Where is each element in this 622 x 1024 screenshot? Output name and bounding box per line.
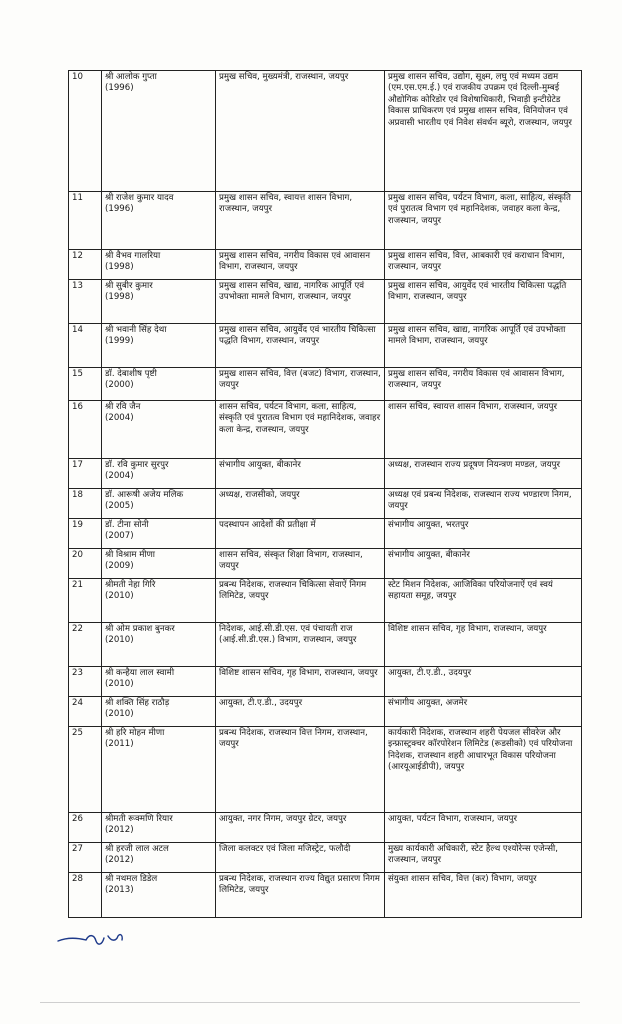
serial-number: 26 [69,813,102,843]
officer-cell [102,250,216,280]
new-posting: आयुक्त, पर्यटन विभाग, राजस्थान, जयपुर [385,813,582,843]
officer-name: श्री ओम प्रकाश बुनकर [105,624,175,634]
officer-batch: (2010) [105,635,134,646]
current-posting: शासन सचिव, पर्यटन विभाग, कला, साहित्य, संस्कृति एवं पुरातत्व विभाग एवं महानिदेशक, जवाहर कला केन्द्र, राजस्थान, जयपुर [216,401,385,459]
table-row [69,813,582,843]
officer-name: श्री कन्हैया लाल स्वामी [105,668,175,678]
new-posting: संयुक्त शासन सचिव, वित्त (कर) विभाग, जयपुर [385,873,582,918]
current-posting: शासन सचिव, संस्कृत शिक्षा विभाग, राजस्थान, जयपुर [216,549,385,579]
new-posting: विशिष्ट शासन सचिव, गृह विभाग, राजस्थान, जयपुर [385,623,582,667]
officer-cell [102,519,216,549]
serial-number: 22 [69,623,102,667]
serial-number: 24 [69,697,102,727]
officer-batch: (2011) [105,739,134,750]
officer-cell [102,727,216,813]
serial-number: 12 [69,250,102,280]
new-posting: संभागीय आयुक्त, भरतपुर [385,519,582,549]
officer-name: श्री रवि जैन [105,402,141,412]
officer-name: श्री नथमल डिडेल [105,874,158,884]
current-posting: प्रमुख शासन सचिव, नगरीय विकास एवं आवासन विभाग, राजस्थान, जयपुर [216,250,385,280]
current-posting: आयुक्त, नगर निगम, जयपुर ग्रेटर, जयपुर [216,813,385,843]
serial-number: 14 [69,324,102,368]
table-row [69,71,582,192]
new-posting: संभागीय आयुक्त, बीकानेर [385,549,582,579]
officer-cell [102,813,216,843]
current-posting: अध्यक्ष, राजसीको, जयपुर [216,489,385,519]
table-row [69,489,582,519]
serial-number: 25 [69,727,102,813]
officer-name: श्री भवानी सिंह देथा [105,325,167,335]
current-posting: प्रबन्ध निदेशक, राजस्थान वित्त निगम, राजस्थान, जयपुर [216,727,385,813]
new-posting: स्टेट मिशन निदेशक, आजिविका परियोजनाऐं एवं स्वयं सहायता समूह, जयपुर [385,579,582,623]
serial-number: 11 [69,192,102,250]
table-row [69,401,582,459]
serial-number: 19 [69,519,102,549]
serial-number: 13 [69,280,102,324]
officer-name: श्री वैभव गालरिया [105,251,161,261]
new-posting: अध्यक्ष, राजस्थान राज्य प्रदूषण नियन्त्रण मण्डल, जयपुर [385,459,582,489]
officer-batch: (2010) [105,591,134,602]
serial-number: 27 [69,843,102,873]
officer-cell [102,623,216,667]
new-posting: प्रमुख शासन सचिव, नगरीय विकास एवं आवासन विभाग, राजस्थान, जयपुर [385,368,582,401]
table-row [69,579,582,623]
officer-cell [102,873,216,918]
officer-cell [102,280,216,324]
officer-name: डॉ. देबाशीष पृष्टी [105,369,157,379]
serial-number: 10 [69,71,102,192]
officer-name: डॉ. टीना सोनी [105,520,149,530]
officer-batch: (2005) [105,501,134,512]
officer-name: श्री आलोक गुप्ता [105,72,157,82]
current-posting: संभागीय आयुक्त, बीकानेर [216,459,385,489]
officer-cell [102,549,216,579]
table-row [69,623,582,667]
new-posting: संभागीय आयुक्त, अजमेर [385,697,582,727]
current-posting: प्रबन्ध निदेशक, राजस्थान चिकित्सा सेवाऐं निगम लिमिटेड, जयपुर [216,579,385,623]
officer-cell [102,579,216,623]
new-posting: प्रमुख शासन सचिव, पर्यटन विभाग, कला, साहित्य, संस्कृति एवं पुरातत्व विभाग एवं महानिदेशक, जवाहर कला केन्द्र, राजस्थान, जयपुर [385,192,582,250]
current-posting: प्रमुख शासन सचिव, आयुर्वेद एवं भारतीय चिकित्सा पद्धति विभाग, राजस्थान, जयपुर [216,324,385,368]
new-posting: मुख्य कार्यकारी अधिकारी, स्टेट हैल्थ एश्योरेन्स एजेन्सी, राजस्थान, जयपुर [385,843,582,873]
officer-batch: (2010) [105,709,134,720]
officer-cell [102,697,216,727]
table-row [69,667,582,697]
serial-number: 20 [69,549,102,579]
officer-name: श्रीमती रूक्मणि रियार [105,814,173,824]
officer-batch: (2012) [105,825,134,836]
new-posting: प्रमुख शासन सचिव, आयुर्वेद एवं भारतीय चिकित्सा पद्धति विभाग, राजस्थान, जयपुर [385,280,582,324]
table-row [69,697,582,727]
table-row [69,843,582,873]
officer-name: डॉ. रवि कुमार सुरपुर [105,460,169,470]
officer-name: श्री शक्ति सिंह राठौड़ [105,698,170,708]
current-posting: प्रबन्ध निदेशक, राजस्थान राज्य विद्युत प्रसारण निगम लिमिटेड, जयपुर [216,873,385,918]
officer-name: श्री विश्राम मीणा [105,550,156,560]
officer-batch: (2010) [105,679,134,690]
new-posting: शासन सचिव, स्वायत्त शासन विभाग, राजस्थान, जयपुर [385,401,582,459]
serial-number: 28 [69,873,102,918]
officer-batch: (2004) [105,471,134,482]
officer-name: डॉ. आरूषी अजेय मलिक [105,490,184,500]
current-posting: प्रमुख शासन सचिव, खाद्य, नागरिक आपूर्ति एवं उपभोक्ता मामले विभाग, राजस्थान, जयपुर [216,280,385,324]
table-row [69,727,582,813]
table-row [69,250,582,280]
officer-name: श्री हरजी लाल अटल [105,844,169,854]
officer-cell [102,401,216,459]
signature-mark [56,924,136,954]
table-row [69,873,582,918]
officer-batch: (2000) [105,380,134,391]
new-posting: प्रमुख शासन सचिव, उद्योग, सूक्ष्म, लघु एवं मध्यम उद्यम (एम.एस.एम.ई.) एवं राजकीय उपक्रम एवं दिल्ली-मुम्बई औद्योगिक कोरिडोर एवं विशेषाधिकारी, भिवाड़ी इन्टीग्रेटेड विकास प्राधिकरण एवं प्रमुख शासन सचिव, विनियोजन एवं अप्रवासी भारतीय एवं निवेश संवर्धन ब्यूरो, राजस्थान, जयपुर [385,71,582,192]
officer-name: श्री राजेश कुमार यादव [105,193,174,203]
officer-batch: (2007) [105,531,134,542]
officer-batch: (2004) [105,413,134,424]
new-posting: अध्यक्ष एवं प्रबन्ध निदेशक, राजस्थान राज्य भण्डारण निगम, जयपुर [385,489,582,519]
bottom-rule [40,1002,580,1003]
officer-batch: (2012) [105,855,134,866]
officer-batch: (1998) [105,292,134,303]
officer-batch: (2013) [105,885,134,896]
officer-cell [102,324,216,368]
officer-cell [102,489,216,519]
officer-cell [102,71,216,192]
officer-name: श्री हरि मोहन मीणा [105,728,165,738]
officer-batch: (1999) [105,336,134,347]
table-row [69,549,582,579]
current-posting: पदस्थापन आदेशों की प्रतीक्षा में [216,519,385,549]
current-posting: विशिष्ट शासन सचिव, गृह विभाग, राजस्थान, जयपुर [216,667,385,697]
officer-batch: (1996) [105,83,134,94]
serial-number: 16 [69,401,102,459]
serial-number: 23 [69,667,102,697]
new-posting: कार्यकारी निदेशक, राजस्थान शहरी पेयजल सीवरेज और इन्फ्रास्ट्रक्चर कॉरपोरेशन लिमिटेड (रूडसीको) एवं परियोजना निदेशक, राजस्थान शहरी आधारभूत विकास परियोजना (आरयूआईडीपी), जयपुर [385,727,582,813]
table-row [69,280,582,324]
new-posting: प्रमुख शासन सचिव, वित्त, आबकारी एवं कराधान विभाग, राजस्थान, जयपुर [385,250,582,280]
serial-number: 21 [69,579,102,623]
table-row [69,368,582,401]
officer-batch: (1998) [105,262,134,273]
officer-cell [102,459,216,489]
table-row [69,459,582,489]
current-posting: निदेशक, आई.सी.डी.एस. एवं पंचायती राज (आई.सी.डी.एस.) विभाग, राजस्थान, जयपुर [216,623,385,667]
officer-name: श्री सुबीर कुमार [105,281,153,291]
current-posting: प्रमुख सचिव, मुख्यमंत्री, राजस्थान, जयपुर [216,71,385,192]
table-row [69,324,582,368]
new-posting: आयुक्त, टी.ए.डी., उदयपुर [385,667,582,697]
officer-batch: (2009) [105,561,134,572]
current-posting: जिला कलक्टर एवं जिला मजिस्ट्रेट, फलौदी [216,843,385,873]
current-posting: आयुक्त, टी.ए.डी., उदयपुर [216,697,385,727]
serial-number: 18 [69,489,102,519]
officer-cell [102,368,216,401]
officer-cell [102,192,216,250]
officer-batch: (1996) [105,204,134,215]
table-row [69,519,582,549]
officer-cell [102,843,216,873]
new-posting: प्रमुख शासन सचिव, खाद्य, नागरिक आपूर्ति एवं उपभोक्ता मामले विभाग, राजस्थान, जयपुर [385,324,582,368]
serial-number: 15 [69,368,102,401]
current-posting: प्रमुख शासन सचिव, वित्त (बजट) विभाग, राजस्थान, जयपुर [216,368,385,401]
officer-name: श्रीमती नेहा गिरि [105,580,156,590]
transfer-table [68,70,582,918]
officer-cell [102,667,216,697]
table-row [69,192,582,250]
current-posting: प्रमुख शासन सचिव, स्वायत्त शासन विभाग, राजस्थान, जयपुर [216,192,385,250]
serial-number: 17 [69,459,102,489]
